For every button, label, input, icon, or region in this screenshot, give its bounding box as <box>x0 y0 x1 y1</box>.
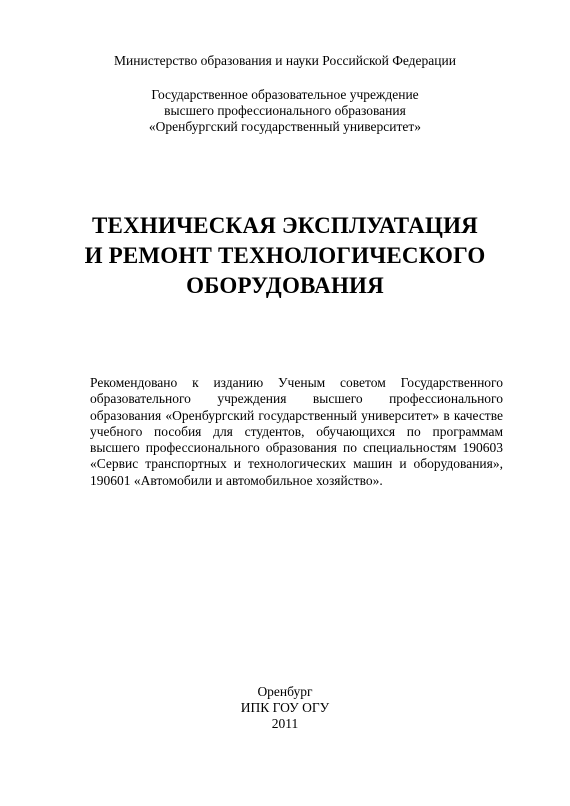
recommendation-paragraph <box>90 375 503 489</box>
recommendation-line: высшего профессионального образования по специальностям 190603 <box>90 440 503 456</box>
title-line: ТЕХНИЧЕСКАЯ ЭКСПЛУАТАЦИЯ <box>92 213 478 238</box>
recommendation-line: 190601 «Автомобили и автомобильное хозяйство». <box>90 472 383 488</box>
imprint-year: 2011 <box>271 716 299 731</box>
recommendation-line: образования «Оренбургский государственный университет» в качестве <box>90 407 503 423</box>
title-line: И РЕМОНТ ТЕХНОЛОГИЧЕСКОГО <box>84 243 486 268</box>
recommendation-line: учебного пособия для студентов, обучающихся по программам <box>90 423 503 439</box>
recommendation-line: Рекомендовано к изданию Ученым советом Государственного <box>90 375 503 390</box>
imprint-publisher: ИПК ГОУ ОГУ <box>240 700 330 715</box>
title-line: ОБОРУДОВАНИЯ <box>186 273 384 298</box>
recommendation-line: «Сервис транспортных и технологических машин и оборудования», <box>90 456 503 472</box>
imprint-city: Оренбург <box>257 684 313 699</box>
document-title <box>0 211 570 301</box>
institution-block <box>0 87 570 135</box>
institution-line: «Оренбургский государственный университет» <box>148 119 422 134</box>
institution-line: высшего профессионального образования <box>164 103 406 118</box>
ministry-name: Министерство образования и науки Российской Федерации <box>114 53 456 68</box>
imprint-block <box>0 684 570 732</box>
recommendation-line: образовательного учреждения высшего профессионального <box>90 391 503 407</box>
institution-line: Государственное образовательное учреждение <box>151 87 419 102</box>
